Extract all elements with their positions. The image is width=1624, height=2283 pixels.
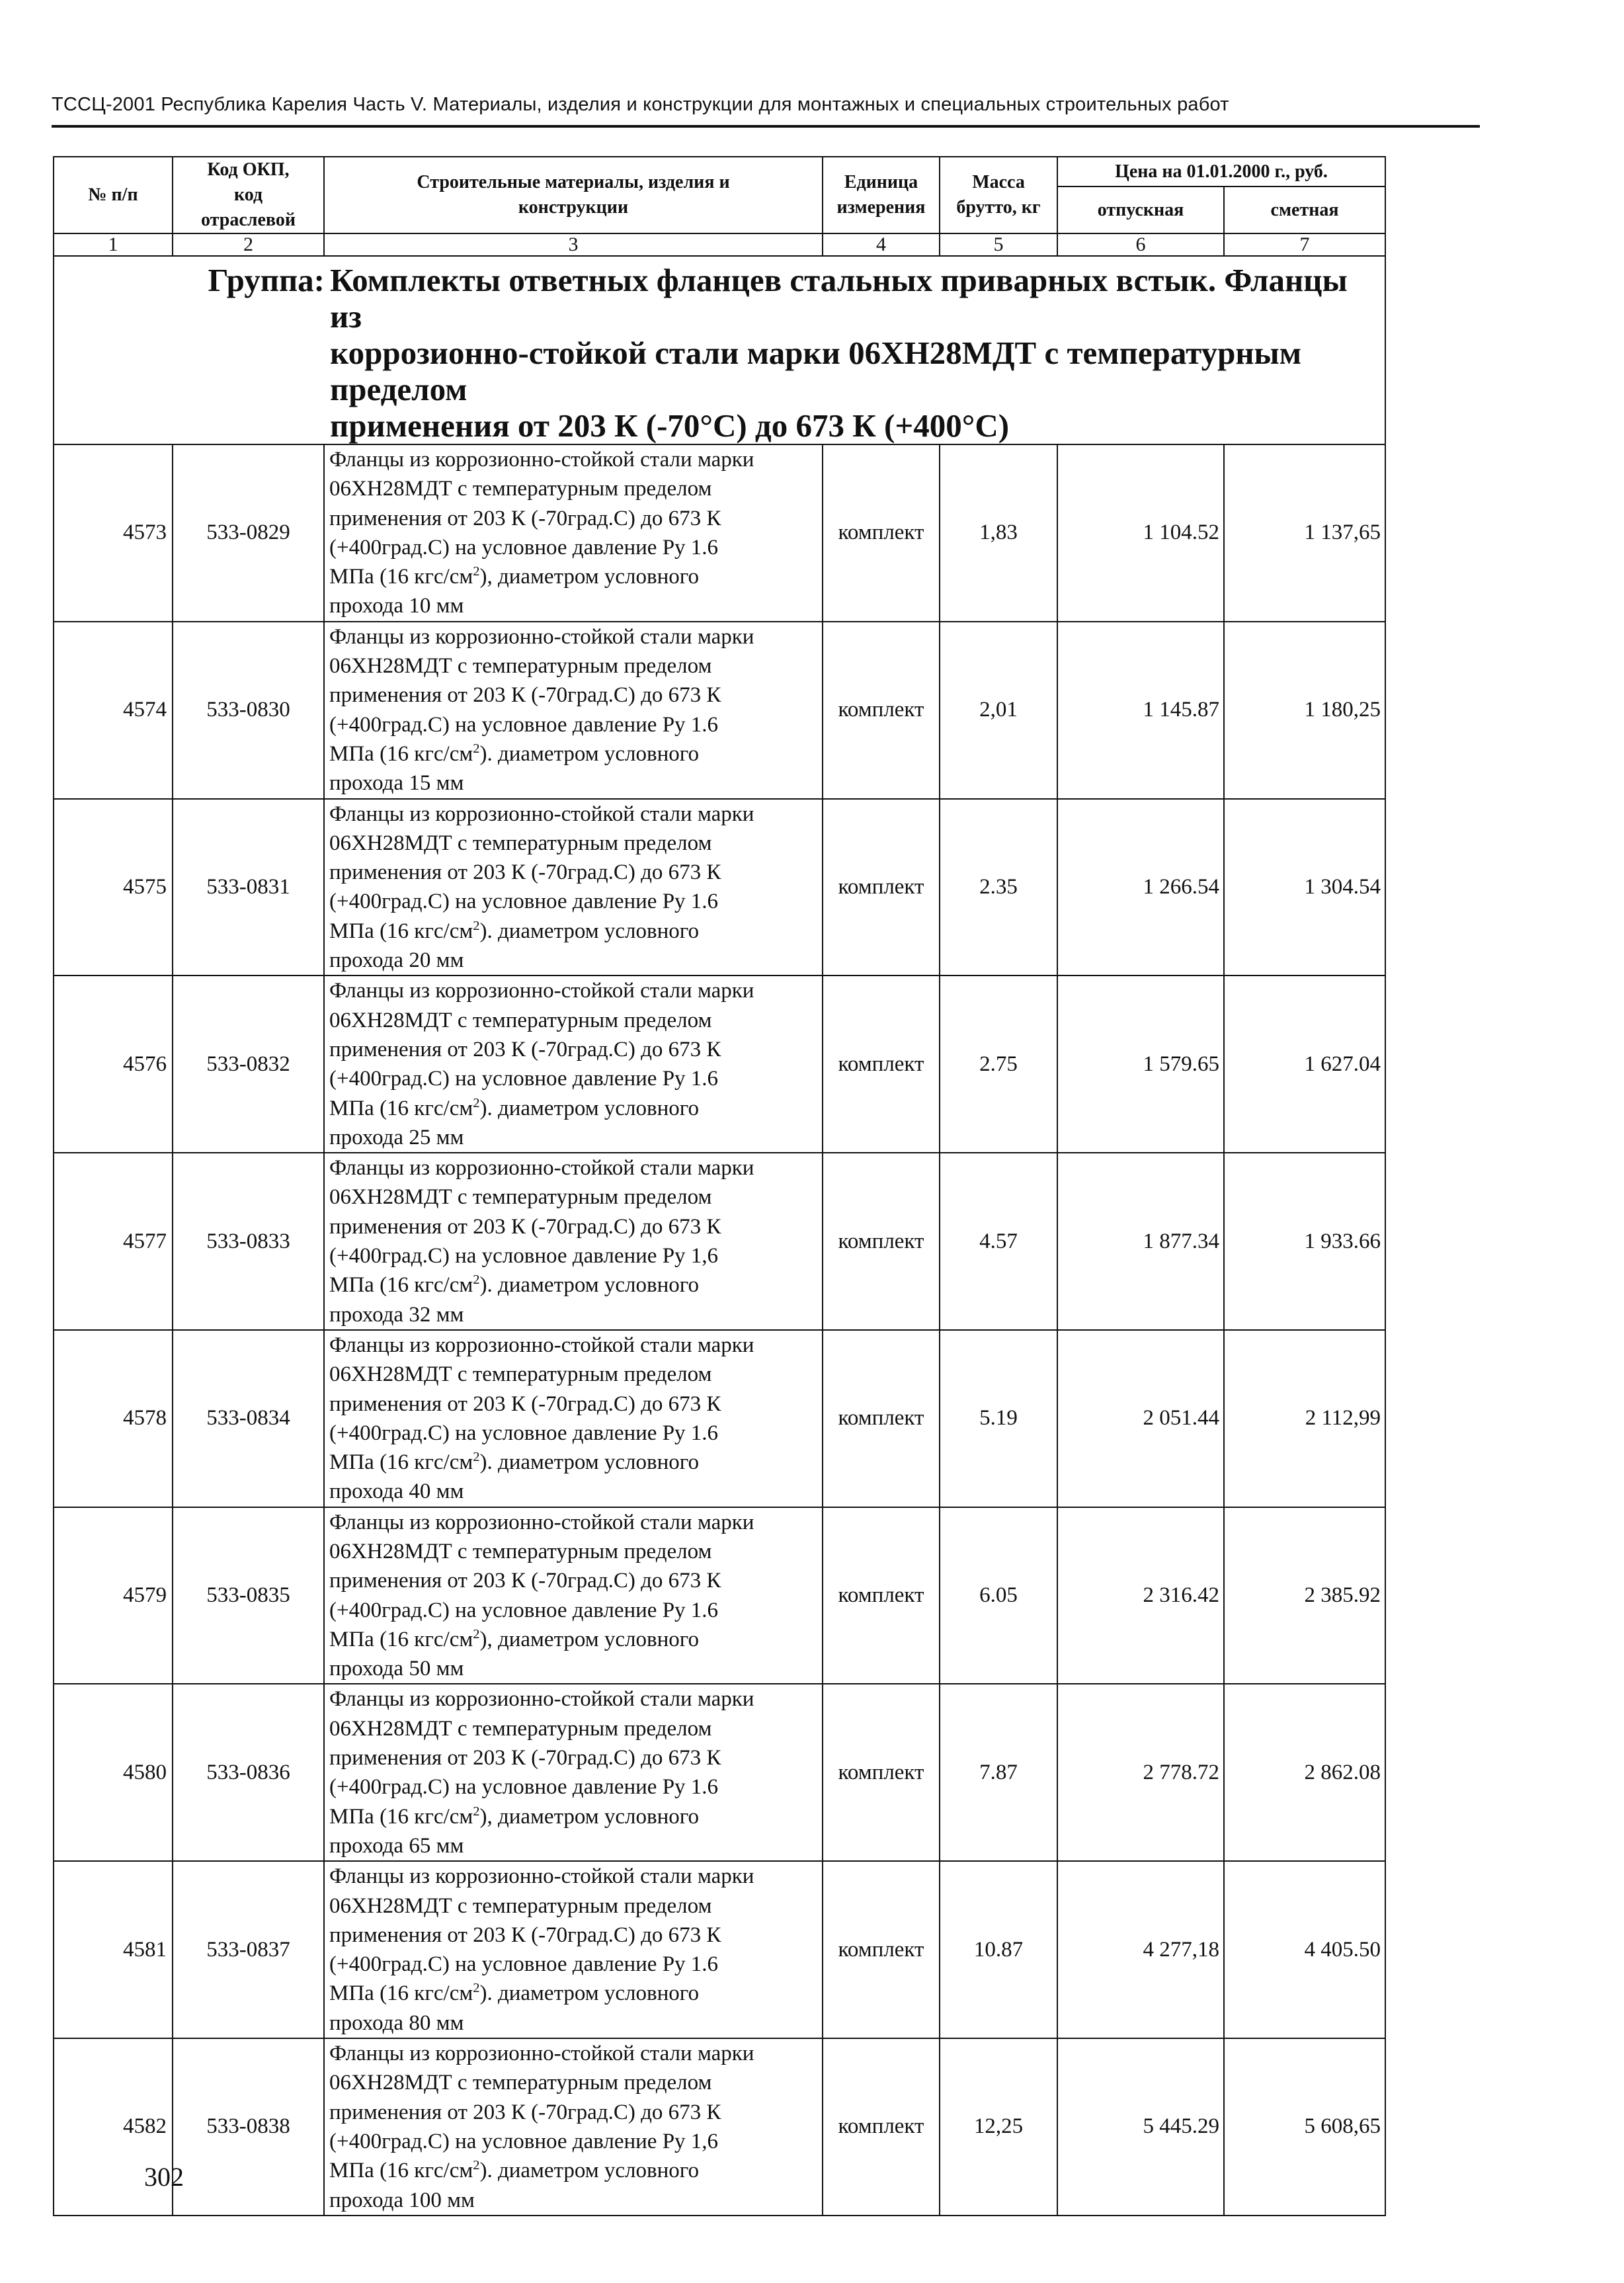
group-title	[325, 262, 1385, 444]
table-row	[54, 2038, 1385, 2216]
row-description-line: Фланцы из коррозионно-стойкой стали марки	[329, 1687, 754, 1712]
header-materials	[324, 157, 823, 233]
column-number: 6	[1057, 233, 1224, 256]
row-number: 4581	[54, 1861, 173, 2038]
row-description-line: прохода 32 мм	[329, 1302, 464, 1327]
row-mass: 10.87	[940, 1861, 1057, 2038]
header-unit-line1: Единица	[844, 172, 918, 192]
header-unit	[823, 157, 940, 233]
column-number: 2	[173, 233, 324, 256]
row-description-line: применения от 203 К (-70град.С) до 673 К	[329, 1214, 721, 1239]
row-description-line: 06ХН28МДТ с температурным пределом	[329, 1539, 712, 1563]
row-price-release: 2 778.72	[1057, 1684, 1224, 1861]
row-description-line: применения от 203 К (-70град.С) до 673 К	[329, 683, 721, 708]
row-description	[324, 1153, 823, 1330]
row-description-line: прохода 40 мм	[329, 1479, 464, 1504]
row-price-release: 1 579.65	[1057, 975, 1224, 1153]
row-price-estimate: 2 862.08	[1224, 1684, 1385, 1861]
row-description-segment: ), диаметром условного	[479, 1627, 699, 1651]
row-description-line	[329, 1270, 822, 1300]
table-row	[54, 1507, 1385, 1684]
header-mass-line2: брутто, кг	[956, 197, 1041, 218]
row-description-line	[329, 1625, 822, 1654]
row-description-line: Фланцы из коррозионно-стойкой стали марки	[329, 624, 754, 649]
row-description-segment: МПа (16 кгс/см	[329, 1981, 473, 2006]
group-label: Группа:	[208, 262, 325, 298]
row-description-line: (+400град.С) на условное давление Ру 1.6	[329, 535, 719, 560]
row-description-line: 06ХН28МДТ с температурным пределом	[329, 1008, 712, 1032]
row-unit: комплект	[823, 1330, 940, 1507]
row-description-line: Фланцы из коррозионно-стойкой стали марки	[329, 1156, 754, 1181]
row-description-line	[329, 1979, 822, 2008]
row-price-estimate: 5 608,65	[1224, 2038, 1385, 2216]
row-description-line: прохода 65 мм	[329, 1833, 464, 1858]
row-description-line: применения от 203 К (-70град.С) до 673 К	[329, 1746, 721, 1770]
group-title-line1: Комплекты ответных фланцев стальных приварных встык. Фланцы из	[330, 262, 1348, 335]
row-description	[324, 444, 823, 622]
row-price-estimate: 1 627.04	[1224, 975, 1385, 1153]
row-description-line	[329, 562, 822, 591]
row-description-line: прохода 80 мм	[329, 2011, 464, 2035]
price-table-body	[54, 157, 1385, 2216]
row-unit: комплект	[823, 1684, 940, 1861]
row-description-line: Фланцы из коррозионно-стойкой стали марки	[329, 448, 754, 472]
group-heading	[54, 262, 1385, 444]
row-description	[324, 799, 823, 976]
row-description-segment: ). диаметром условного	[479, 919, 699, 943]
row-description	[324, 1861, 823, 2038]
row-description-line: применения от 203 К (-70град.С) до 673 К	[329, 1037, 721, 1061]
row-description-line: (+400град.С) на условное давление Ру 1,6	[329, 1244, 719, 1268]
row-description-line: 06ХН28МДТ с температурным пределом	[329, 831, 712, 855]
table-row	[54, 622, 1385, 799]
row-description-segment: ). диаметром условного	[479, 1450, 699, 1475]
row-description	[324, 1507, 823, 1684]
price-table	[53, 156, 1386, 2216]
row-mass: 5.19	[940, 1330, 1057, 1507]
row-description-line	[329, 1448, 822, 1477]
group-cell	[54, 256, 1385, 444]
superscript-square: 2	[473, 1626, 480, 1641]
row-description-line: (+400град.С) на условное давление Ру 1,6	[329, 2129, 719, 2153]
header-price-release: отпускная	[1057, 187, 1224, 233]
row-description-line: Фланцы из коррозионно-стойкой стали марки	[329, 1864, 754, 1889]
row-price-estimate: 1 933.66	[1224, 1153, 1385, 1330]
row-description-line: Фланцы из коррозионно-стойкой стали марки	[329, 1510, 754, 1534]
row-description-line: (+400град.С) на условное давление Ру 1.6	[329, 1067, 719, 1091]
row-unit: комплект	[823, 622, 940, 799]
row-description	[324, 975, 823, 1153]
row-description	[324, 1330, 823, 1507]
row-description-line: прохода 10 мм	[329, 594, 464, 618]
row-okp-code: 533-0830	[173, 622, 324, 799]
table-row	[54, 1684, 1385, 1861]
row-description-segment: МПа (16 кгс/см	[329, 1096, 473, 1120]
page-number: 302	[144, 2162, 184, 2192]
row-description-line: 06ХН28МДТ с температурным пределом	[329, 2071, 712, 2095]
row-description-line: 06ХН28МДТ с температурным пределом	[329, 1362, 712, 1387]
header-no: № п/п	[54, 157, 173, 233]
table-row	[54, 1330, 1385, 1507]
row-okp-code: 533-0829	[173, 444, 324, 622]
row-description-segment: МПа (16 кгс/см	[329, 1627, 473, 1651]
header-row-1	[54, 157, 1385, 187]
row-description-line: (+400град.С) на условное давление Ру 1.6	[329, 890, 719, 914]
column-number: 3	[324, 233, 823, 256]
group-title-line2: коррозионно-стойкой стали марки 06ХН28МДТ с температурным пределом	[330, 335, 1302, 407]
header-mass	[940, 157, 1057, 233]
row-mass: 2.35	[940, 799, 1057, 976]
row-okp-code: 533-0837	[173, 1861, 324, 2038]
header-materials-line1: Строительные материалы, изделия и	[417, 172, 730, 192]
column-number: 5	[940, 233, 1057, 256]
table-row	[54, 975, 1385, 1153]
row-description-segment: МПа (16 кгс/см	[329, 919, 473, 943]
superscript-square: 2	[473, 1095, 480, 1110]
table-row	[54, 444, 1385, 622]
row-okp-code: 533-0836	[173, 1684, 324, 1861]
row-price-release: 1 145.87	[1057, 622, 1224, 799]
row-description-line: применения от 203 К (-70град.С) до 673 К	[329, 860, 721, 885]
row-mass: 6.05	[940, 1507, 1057, 1684]
row-number: 4582	[54, 2038, 173, 2216]
header-unit-line2: измерения	[836, 197, 926, 218]
row-description-line: Фланцы из коррозионно-стойкой стали марки	[329, 979, 754, 1003]
row-description-line: 06ХН28МДТ с температурным пределом	[329, 1893, 712, 1918]
row-description-line: (+400град.С) на условное давление Ру 1.6	[329, 712, 719, 737]
row-okp-code: 533-0831	[173, 799, 324, 976]
row-description-segment: МПа (16 кгс/см	[329, 741, 473, 766]
row-description	[324, 622, 823, 799]
row-price-release: 2 051.44	[1057, 1330, 1224, 1507]
row-price-estimate: 4 405.50	[1224, 1861, 1385, 2038]
header-price: Цена на 01.01.2000 г., руб.	[1057, 157, 1385, 187]
row-description-segment: МПа (16 кгс/см	[329, 565, 473, 589]
header-okp-line3: отраслевой	[201, 210, 296, 230]
row-mass: 12,25	[940, 2038, 1057, 2216]
row-mass: 7.87	[940, 1684, 1057, 1861]
row-price-estimate: 1 180,25	[1224, 622, 1385, 799]
row-number: 4579	[54, 1507, 173, 1684]
row-description-line	[329, 1802, 822, 1831]
row-description-line: 06ХН28МДТ с температурным пределом	[329, 477, 712, 501]
row-unit: комплект	[823, 1861, 940, 2038]
row-description-segment: ). диаметром условного	[479, 1981, 699, 2006]
header-okp-line1: Код ОКП,	[207, 159, 290, 180]
column-number: 4	[823, 233, 940, 256]
row-description-line: Фланцы из коррозионно-стойкой стали марки	[329, 1333, 754, 1357]
row-description-segment: ), диаметром условного	[479, 1804, 699, 1829]
header-price-estimate: сметная	[1224, 187, 1385, 233]
price-table-container	[53, 156, 1386, 2216]
row-price-release: 1 266.54	[1057, 799, 1224, 976]
superscript-square: 2	[473, 1804, 480, 1819]
row-description-segment: ). диаметром условного	[479, 1096, 699, 1120]
row-okp-code: 533-0832	[173, 975, 324, 1153]
row-description-line: 06ХН28МДТ с температурным пределом	[329, 654, 712, 679]
row-description-line: 06ХН28МДТ с температурным пределом	[329, 1716, 712, 1741]
row-mass: 2,01	[940, 622, 1057, 799]
superscript-square: 2	[473, 1981, 480, 1996]
row-price-estimate: 1 137,65	[1224, 444, 1385, 622]
row-description-line	[329, 917, 822, 946]
row-description-line: применения от 203 К (-70град.С) до 673 К	[329, 2100, 721, 2124]
row-unit: комплект	[823, 444, 940, 622]
row-description-line: прохода 20 мм	[329, 948, 464, 973]
row-description-line: прохода 50 мм	[329, 1657, 464, 1681]
row-price-estimate: 1 304.54	[1224, 799, 1385, 976]
superscript-square: 2	[473, 741, 480, 756]
superscript-square: 2	[473, 918, 480, 933]
row-mass: 4.57	[940, 1153, 1057, 1330]
row-description-line: прохода 100 мм	[329, 2188, 475, 2212]
row-unit: комплект	[823, 799, 940, 976]
row-description-segment: ). диаметром условного	[479, 741, 699, 766]
row-unit: комплект	[823, 975, 940, 1153]
superscript-square: 2	[473, 2158, 480, 2173]
row-description-line	[329, 2156, 822, 2185]
row-description-line: (+400град.С) на условное давление Ру 1.6	[329, 1421, 719, 1445]
row-okp-code: 533-0838	[173, 2038, 324, 2216]
row-description-segment: ), диаметром условного	[479, 565, 699, 589]
row-okp-code: 533-0834	[173, 1330, 324, 1507]
row-description-segment: МПа (16 кгс/см	[329, 1450, 473, 1475]
row-unit: комплект	[823, 1507, 940, 1684]
row-price-release: 5 445.29	[1057, 2038, 1224, 2216]
row-description-line: (+400град.С) на условное давление Ру 1.6	[329, 1598, 719, 1622]
column-number-row	[54, 233, 1385, 256]
row-price-estimate: 2 112,99	[1224, 1330, 1385, 1507]
row-description	[324, 2038, 823, 2216]
header-mass-line1: Масса	[972, 172, 1025, 192]
row-number: 4576	[54, 975, 173, 1153]
row-number: 4574	[54, 622, 173, 799]
row-description-line: (+400град.С) на условное давление Ру 1.6	[329, 1775, 719, 1800]
row-mass: 2.75	[940, 975, 1057, 1153]
row-description-line: 06ХН28МДТ с температурным пределом	[329, 1185, 712, 1210]
row-description-line: применения от 203 К (-70град.С) до 673 К	[329, 506, 721, 530]
superscript-square: 2	[473, 1272, 480, 1288]
row-mass: 1,83	[940, 444, 1057, 622]
row-price-release: 2 316.42	[1057, 1507, 1224, 1684]
row-description-line: прохода 15 мм	[329, 771, 464, 796]
row-unit: комплект	[823, 2038, 940, 2216]
row-description-segment: ). диаметром условного	[479, 1273, 699, 1298]
superscript-square: 2	[473, 564, 480, 579]
row-description-line: Фланцы из коррозионно-стойкой стали марки	[329, 802, 754, 826]
row-number: 4578	[54, 1330, 173, 1507]
row-description-segment: ). диаметром условного	[479, 2159, 699, 2183]
row-unit: комплект	[823, 1153, 940, 1330]
row-description	[324, 1684, 823, 1861]
column-number: 7	[1224, 233, 1385, 256]
row-okp-code: 533-0833	[173, 1153, 324, 1330]
table-row	[54, 1861, 1385, 2038]
table-row	[54, 1153, 1385, 1330]
row-okp-code: 533-0835	[173, 1507, 324, 1684]
row-description-line: Фланцы из коррозионно-стойкой стали марки	[329, 2042, 754, 2066]
row-description-line	[329, 1094, 822, 1123]
row-description-line	[329, 739, 822, 768]
row-description-segment: МПа (16 кгс/см	[329, 1804, 473, 1829]
superscript-square: 2	[473, 1450, 480, 1465]
header-materials-line2: конструкции	[518, 197, 629, 218]
row-description-line: применения от 203 К (-70град.С) до 673 К	[329, 1391, 721, 1416]
header-okp-code	[173, 157, 324, 233]
row-description-line: (+400град.С) на условное давление Ру 1.6	[329, 1952, 719, 1977]
header-rule	[52, 125, 1480, 128]
row-number: 4577	[54, 1153, 173, 1330]
row-description-line: применения от 203 К (-70град.С) до 673 К	[329, 1569, 721, 1593]
row-price-release: 4 277,18	[1057, 1861, 1224, 2038]
column-number: 1	[54, 233, 173, 256]
table-row	[54, 799, 1385, 976]
row-price-estimate: 2 385.92	[1224, 1507, 1385, 1684]
row-description-segment: МПа (16 кгс/см	[329, 2159, 473, 2183]
row-number: 4580	[54, 1684, 173, 1861]
row-price-release: 1 877.34	[1057, 1153, 1224, 1330]
header-okp-line2: код	[233, 185, 263, 205]
row-description-segment: МПа (16 кгс/см	[329, 1273, 473, 1298]
row-description-line: прохода 25 мм	[329, 1125, 464, 1149]
row-number: 4575	[54, 799, 173, 976]
row-number: 4573	[54, 444, 173, 622]
group-title-line3: применения от 203 К (-70°С) до 673 К (+400°С)	[330, 407, 1010, 444]
row-price-release: 1 104.52	[1057, 444, 1224, 622]
page-header: ТССЦ-2001 Республика Карелия Часть V. Материалы, изделия и конструкции для монтажных и специальных строительных работ	[52, 94, 1229, 115]
row-description-line: применения от 203 К (-70град.С) до 673 К	[329, 1923, 721, 1947]
group-row	[54, 256, 1385, 444]
